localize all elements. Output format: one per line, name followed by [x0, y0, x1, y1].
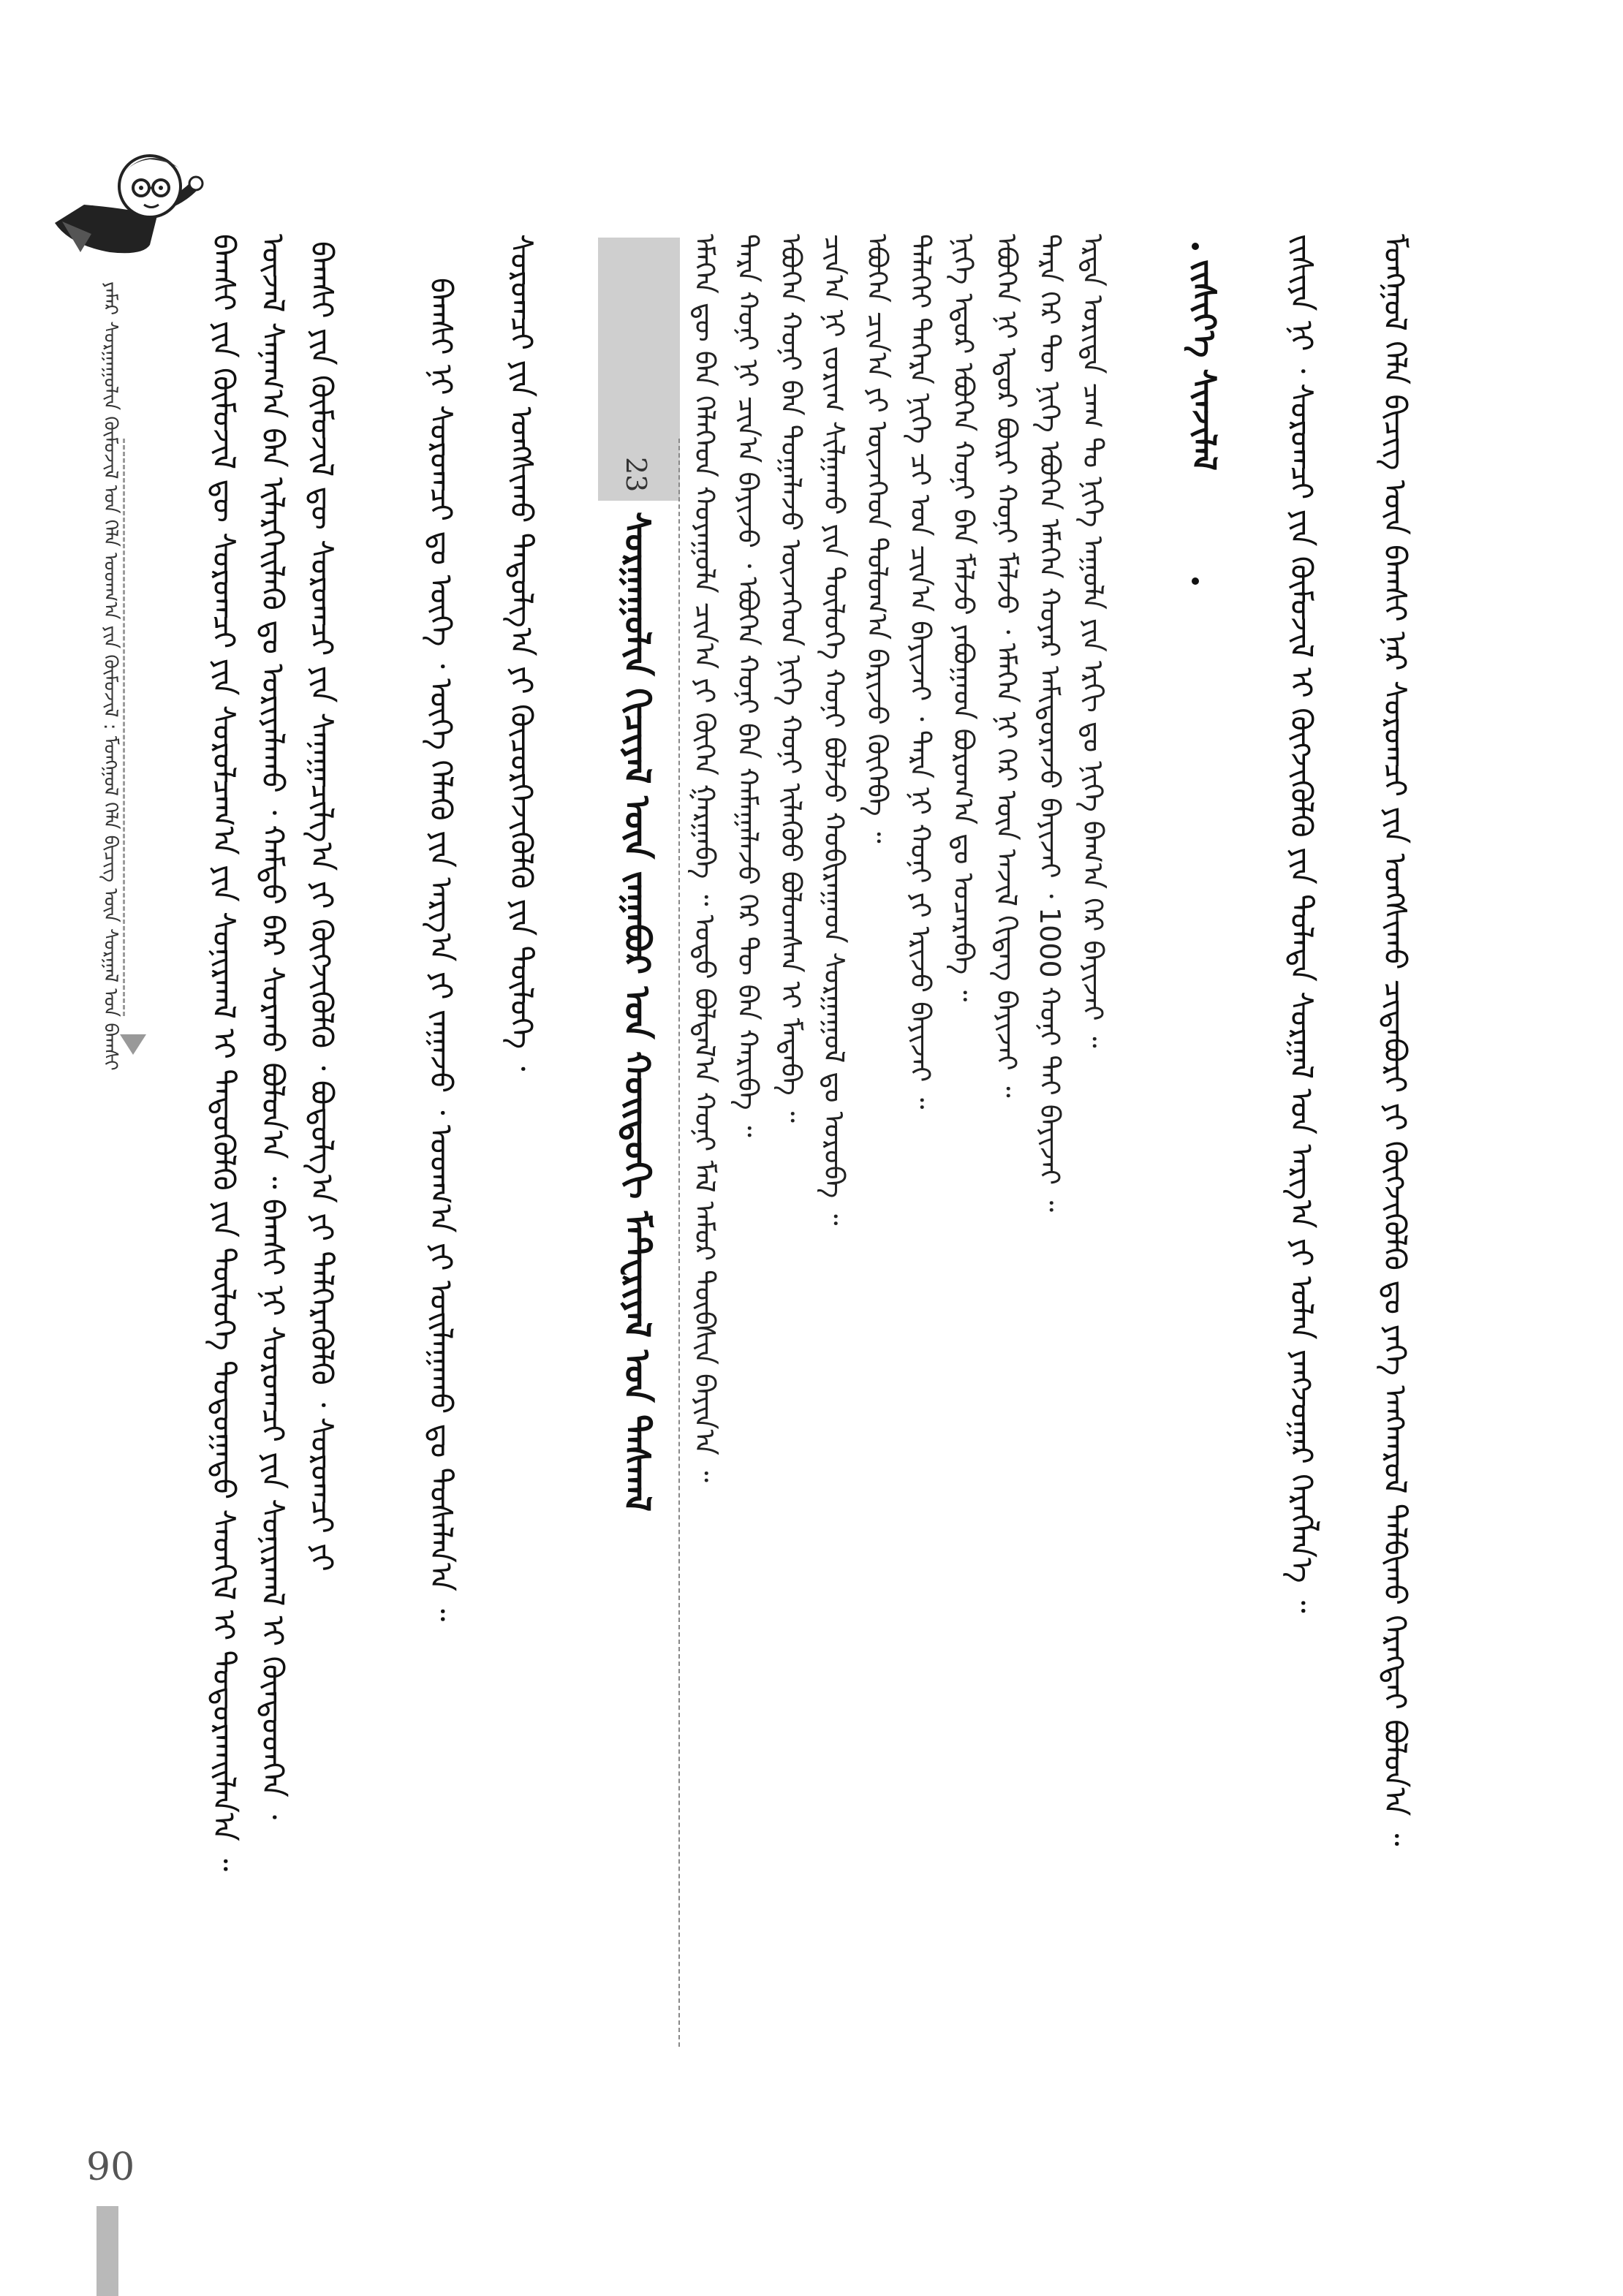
bullet-dot-icon — [1192, 243, 1199, 250]
lesson-number: 23 — [620, 457, 652, 493]
header-rule — [123, 439, 125, 1016]
passage-column-8: ᠡᠪᠦᠭᠡᠨ ᠬᠣᠨᠢ ᠪᠡᠨ ᠲᠣᠭᠠᠯᠠᠵᠤ ᠦᠵᠡᠭᠡᠳ ᠨᠢᠭᠡ ᠬᠣᠨᠢ ᠢᠯᠡᠭᠦᠦ ᠪᠣᠯᠤᠭᠰᠠᠨ ᠢ ᠮᠡᠳᠡᠪᠡ ᠃ — [775, 234, 807, 1123]
intro-column-2: ᠵᠢᠱᠢᠶᠡ ᠨᠢ ᠂ ᠰᠤᠷᠤᠭᠴᠢ ᠶᠢᠨ ᠬᠥᠮᠦᠵᠢᠯ ᠢ ᠬᠥᠭᠵᠢᠭᠦᠯᠬᠦ ᠶᠢᠨ ᠲᠤᠯᠠᠳᠠ ᠰᠤᠷᠭᠠᠯ ᠤᠨ ᠠᠷᠭ᠎ᠠ ᠶᠢ ᠣᠯᠠᠨ ᠶᠠᠩᠵᠤᠭᠠᠷ ᠬᠡᠷᠡᠭᠯᠡᠨ᠎ᠡ ᠃ — [1284, 234, 1320, 1613]
passage-column-5: ᠳᠡᠯᠡᠬᠡᠢ ᠳᠡᠭᠡᠷᠡ ᠨᠢᠭᠡ ᠴᠢ ᠤᠨ ᠴᠢᠨ᠎ᠠ ᠪᠠᠶᠢᠵᠠᠢ ᠂ ᠲᠡᠷᠡ ᠨᠢ ᠬᠣᠨᠢ ᠶᠢ ᠡᠷᠢᠵᠦ ᠪᠠᠶᠢᠵᠠᠢ ᠃ — [904, 234, 937, 1110]
body-column-4: ᠦᠵᠡᠯ ᠰᠠᠨᠠᠭ᠎ᠠ ᠪᠡᠨ ᠢᠯᠡᠷᠬᠡᠢᠯᠡᠬᠦ ᠳᠤ ᠤᠷᠢᠶᠠᠯᠠᠬᠤ ᠂ ᠬᠠᠮᠲᠤ ᠪᠡᠷ ᠰᠤᠷᠬᠤ ᠪᠣᠯᠤᠨ᠎ᠠ ᠃ ᠪᠠᠭᠰᠢ ᠨᠢ ᠰᠤᠷᠤᠭᠴᠢ ᠶᠢᠨ ᠰᠣᠨᠢᠷᠬᠠᠯ ᠢ ᠬᠦᠨᠳᠦᠳᠬᠡᠨ ᠂ — [255, 234, 291, 1820]
page-number: 90 — [86, 2145, 135, 2189]
body-column-5: ᠪᠠᠭᠰᠢ ᠶᠢᠨ ᠬᠦᠮᠦᠵᠢᠯ ᠳᠦ ᠰᠤᠷᠤᠭᠴᠢ ᠶᠢᠨ ᠰᠤᠷᠤᠯᠴᠠᠭ᠎ᠠ ᠶᠢᠨ ᠰᠣᠨᠢᠷᠬᠠᠯ ᠢ ᠳᠡᠳᠦᠭᠦᠯᠬᠦ ᠶᠢᠨ ᠲᠥᠯᠦᠭᠡ ᠳᠣᠲᠣᠭᠠᠳᠤ ᠰᠡᠳᠭᠢᠯ ᠢ ᠲᠣᠳᠣᠷᠬᠠᠢᠯᠠᠨ᠎ᠠ ᠃ — [206, 234, 242, 1871]
passage-column-10: ᠡᠮᠡᠭᠡᠨ ᠳᠦ ᠪᠠᠨ ᠬᠡᠯᠡᠭᠡᠳ ᠬᠣᠶᠠᠭᠤᠯᠠ ᠴᠢᠨ᠎ᠠ ᠶᠢ ᠬᠥᠭᠡᠨ ᠭᠠᠷᠭᠠᠪᠠ ᠃ ᠣᠳᠣ ᠪᠣᠯᠲᠠᠯ᠎ᠠ ᠬᠣᠨᠢ ᠮᠠᠯ ᠠᠮᠤᠷ ᠲᠦᠪᠰᠢᠨ ᠪᠠᠶᠢᠨ᠎ᠠ ᠃ — [689, 234, 721, 1482]
body-column-3: ᠪᠠᠭᠰᠢ ᠶᠢᠨ ᠬᠦᠮᠦᠵᠢᠯ ᠳᠦ ᠰᠤᠷᠤᠭᠴᠢ ᠶᠢᠨ ᠰᠠᠨᠠᠭᠠᠴᠢᠯᠭ᠎ᠠ ᠶᠢ ᠬᠥᠭᠵᠢᠭᠦᠯᠬᠦ ᠂ ᠪᠣᠳᠤᠯᠭ᠎ᠠ ᠶᠢ ᠲᠡᠯᠭᠡᠷᠡᠭᠦᠯᠬᠦ ᠂ ᠰᠤᠷᠤᠭᠴᠢ ᠶᠢ — [304, 241, 340, 1572]
passage-column-4: ᠨᠢᠭᠡ ᠡᠳᠦᠷ ᠡᠪᠦᠭᠡᠨ ᠬᠣᠨᠢ ᠪᠡᠨ ᠮᠠᠯᠵᠤ ᠶᠠᠪᠤᠭᠠᠳ ᠪᠣᠷᠣᠭ᠎ᠠ ᠳᠤ ᠤᠴᠠᠷᠠᠪᠠ ᠃ — [947, 234, 980, 1002]
intro-column-1: ᠮᠣᠩᠭᠣᠯ ᠬᠡᠯᠡ ᠪᠢᠴᠢᠭ᠌ ᠦᠨ ᠪᠠᠭᠰᠢ ᠨᠠᠷ ᠰᠤᠷᠤᠭᠴᠢ ᠶᠢᠨ ᠤᠩᠰᠢᠬᠤ ᠴᠢᠳᠠᠪᠤᠷᠢ ᠶᠢ ᠬᠥᠭᠵᠢᠭᠦᠯᠬᠦ ᠳᠤ ᠶᠡᠬᠡ ᠠᠩᠬᠠᠷᠤᠯ ᠲᠠᠯᠪᠢᠬᠤ ᠬᠡᠷᠡᠭᠲᠡᠢ ᠪᠣᠯᠤᠨ᠎ᠠ ᠃ — [1377, 234, 1413, 1846]
passage-column-6: ᠡᠪᠦᠭᠡᠨ ᠴᠢᠨ᠎ᠠ ᠶᠢ ᠦᠵᠡᠭᠡᠳ ᠲᠤᠯᠤᠭ᠎ᠠ ᠪᠠᠷᠢᠵᠤ ᠬᠥᠭᠡᠪᠡ ᠃ — [861, 234, 893, 844]
running-header: ᠶᠠᠮᠠᠷ ᠰᠤᠷᠭᠠᠭᠤᠯᠢᠨ ᠬᠦᠮᠦᠵᠢᠯ ᠤᠨ ᠬᠡᠯᠡ ᠤᠳᠬ᠎ᠠ ᠶᠢᠨ ᠬᠦᠮᠦᠵᠢᠯ : ᠮᠣᠩᠭᠣᠯ ᠬᠡᠯᠡ ᠪᠢᠴᠢᠭ᠌ ᠦᠨ ᠰᠤᠷᠭᠠᠯ ᠤᠨ ᠪᠠᠭᠰᠢ — [99, 281, 121, 1071]
lesson-title: ᠰᠤᠷᠭᠠᠭᠤᠯᠢᠨ ᠬᠢᠴᠢᠶᠡᠯ ᠦᠨ ᠵᠠᠭᠠᠪᠤᠷ ᠤᠨ ᠬᠣᠢᠳᠤᠬᠢ ᠮᠠᠲ᠋ᠧᠷᠢᠶᠠᠯ ᠤᠨ ᠳᠠᠰᠬᠠᠯ — [616, 512, 657, 1512]
passage-rule — [678, 439, 680, 2047]
passage-column-3: ᠡᠪᠦᠭᠡᠨ ᠨᠢ ᠡᠳᠦᠷ ᠪᠦᠷᠢ ᠬᠣᠨᠢ ᠮᠠᠯᠵᠤ ᠂ ᠡᠮᠡᠭᠡᠨ ᠨᠢ ᠭᠡᠷ ᠦᠨ ᠠᠵᠢᠯ ᠬᠢᠳᠡᠭ ᠪᠠᠶᠢᠵᠠᠢ ᠃ — [991, 234, 1023, 1098]
passage-column-1: ᠡᠷᠲᠡ ᠤᠷᠢᠳᠠ ᠴᠠᠭ ᠲᠤ ᠨᠢᠭᠡ ᠠᠭᠤᠯᠠ ᠶᠢᠨ ᠡᠷᠬᠢ ᠳᠤ ᠨᠢᠭᠡ ᠪᠠᠭ᠎ᠠ ᠭᠡᠷ ᠪᠠᠶᠢᠵᠠᠢ ᠃ — [1077, 234, 1109, 1048]
bullet-dot-icon — [1192, 577, 1199, 585]
passage-column-9: ᠲᠡᠷᠡ ᠬᠣᠨᠢ ᠨᠢ ᠴᠢᠨ᠎ᠠ ᠪᠠᠶᠢᠵᠤ ᠂ ᠡᠪᠦᠭᠡᠨ ᠬᠣᠨᠢ ᠪᠡᠨ ᠬᠠᠮᠠᠭᠠᠯᠠᠵᠤ ᠭᠡᠷ ᠲᠦ ᠪᠠᠨ ᠬᠠᠷᠢᠪᠠ ᠃ — [732, 234, 764, 1137]
mascot-character-icon — [40, 135, 208, 263]
triangle-arrow-icon — [120, 1034, 146, 1055]
body-column-1: ᠰᠤᠷᠤᠭᠴᠢ ᠶᠢᠨ ᠤᠩᠰᠢᠬᠤ ᠳᠠᠳᠤᠯᠭ᠎ᠠ ᠶᠢ ᠬᠦᠴᠦᠷᠭᠡᠵᠢᠭᠦᠯᠬᠦ ᠶᠢᠨ ᠲᠥᠯᠦᠭᠡ ᠂ — [504, 234, 540, 1072]
section-heading: ᠵᠢᠱᠢᠶ᠎ᠡ ᠰᠢᠨᠵᠢᠯᠡᠯ — [1185, 259, 1222, 471]
passage-column-2: ᠲᠡᠷᠡ ᠭᠡᠷ ᠲᠦ ᠨᠢᠭᠡ ᠡᠪᠦᠭᠡᠨ ᠡᠮᠡᠭᠡᠨ ᠬᠣᠶᠠᠷ ᠠᠮᠢᠳᠤᠷᠠᠵᠤ ᠪᠠᠶᠢᠵᠠᠢ ᠂ 1000 ᠬᠣᠨᠢ ᠲᠡᠢ ᠪᠠᠶᠢᠵᠠᠢ ᠃ — [1034, 234, 1066, 1213]
page-edge-tab — [97, 2206, 118, 2296]
passage-column-7: ᠴᠢᠨ᠎ᠠ ᠨᠢ ᠵᠣᠷᠢᠭ ᠰᠢᠯᠭᠠᠬᠤ ᠶᠢᠨ ᠲᠥᠯᠦᠭᠡ ᠬᠣᠨᠢ ᠪᠣᠯᠵᠤ ᠬᠤᠪᠢᠷᠠᠭᠠᠳ ᠰᠤᠷᠭᠠᠭᠤᠯ ᠳᠤ ᠣᠷᠣᠪᠠ ᠃ — [818, 234, 850, 1226]
body-column-2: ᠪᠠᠭᠰᠢ ᠨᠢ ᠰᠤᠷᠤᠭᠴᠢ ᠳᠤ ᠦᠭᠡ ᠂ ᠦᠭᠡ ᠬᠡᠯᠡᠬᠦ ᠶᠢᠨ ᠠᠷᠭ᠎ᠠ ᠶᠢ ᠵᠠᠭᠠᠵᠤ ᠂ ᠤᠳᠬ᠎ᠠ ᠶᠢ ᠣᠢᠯᠠᠭᠠᠬᠤ ᠳᠤ ᠲᠤᠰᠠᠯᠠᠨ᠎ᠠ ᠃ — [423, 278, 459, 1621]
